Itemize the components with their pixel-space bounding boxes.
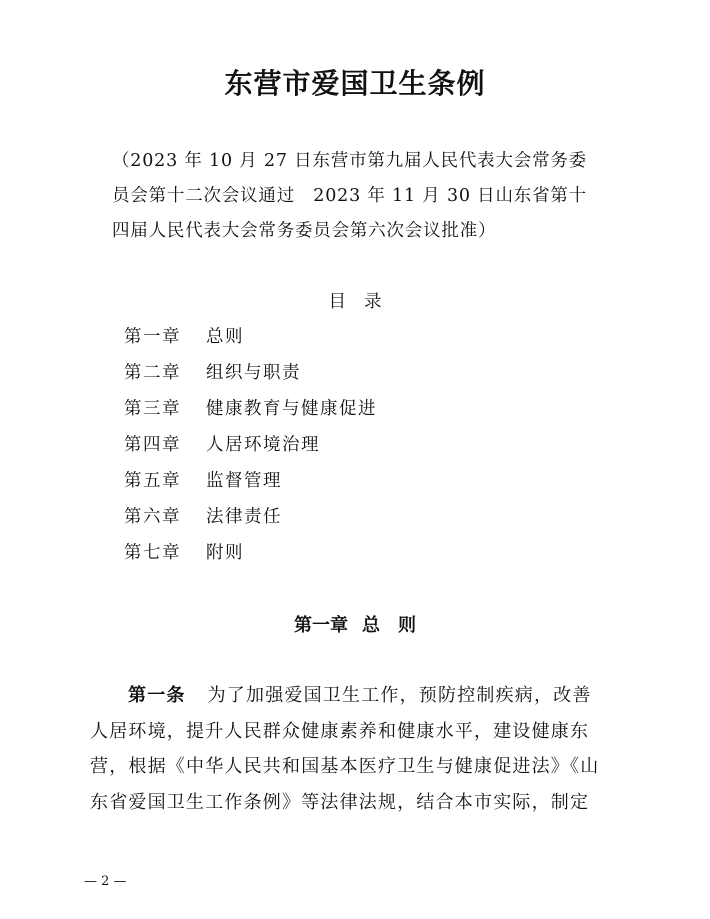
toc-chapter-number: 第三章 [124,399,181,419]
adoption-note-line: （2023 年 10 月 27 日东营市第九届人民代表大会常务委 [112,151,587,171]
toc-heading: 目录 [328,292,400,312]
article-line [90,678,618,714]
toc-chapter-number: 第一章 [124,327,181,347]
document-title: 东营市爱国卫生条例 [224,67,486,100]
adoption-note-line: 四届人民代表大会常务委员会第六次会议批准） [112,221,497,241]
article-line: 东省爱国卫生工作条例》等法律法规，结合本市实际，制定 [90,791,590,813]
toc-chapter-title: 监督管理 [206,471,282,491]
toc-chapter-title: 法律责任 [206,507,282,527]
chapter-heading-number: 第一章 [294,615,348,636]
toc-chapter-number: 第七章 [124,543,181,563]
toc-chapter-title: 总则 [206,327,244,347]
article-text: 为了加强爱国卫生工作，预防控制疾病，改善 [207,685,592,706]
toc-item [124,358,377,394]
toc-item [124,322,377,358]
adoption-note-line: 员会第十二次会议通过 2023 年 11 月 30 日山东省第十 [112,186,587,206]
adoption-note [112,144,612,249]
toc-item [124,466,377,502]
article-number: 第一条 [128,685,186,706]
toc-item [124,394,377,430]
toc-chapter-title: 人居环境治理 [206,435,320,455]
article-line: 人居环境，提升人民群众健康素养和健康水平，建设健康东 [90,720,590,742]
toc-chapter-title: 附则 [206,543,244,563]
toc-chapter-title: 健康教育与健康促进 [206,399,377,419]
toc-chapter-title: 组织与职责 [206,363,301,383]
toc-chapter-number: 第六章 [124,507,181,527]
chapter-heading-title: 总 则 [362,615,416,636]
toc-chapter-number: 第二章 [124,363,181,383]
toc-item [124,430,377,466]
chapter-heading [0,611,710,637]
article-paragraph [90,678,618,820]
table-of-contents [124,322,377,574]
toc-chapter-number: 第五章 [124,471,181,491]
page-number: — 2 — [84,874,127,889]
article-line: 营，根据《中华人民共和国基本医疗卫生与健康促进法》《山 [90,756,600,777]
toc-chapter-number: 第四章 [124,435,181,455]
toc-item [124,538,377,574]
toc-item [124,502,377,538]
